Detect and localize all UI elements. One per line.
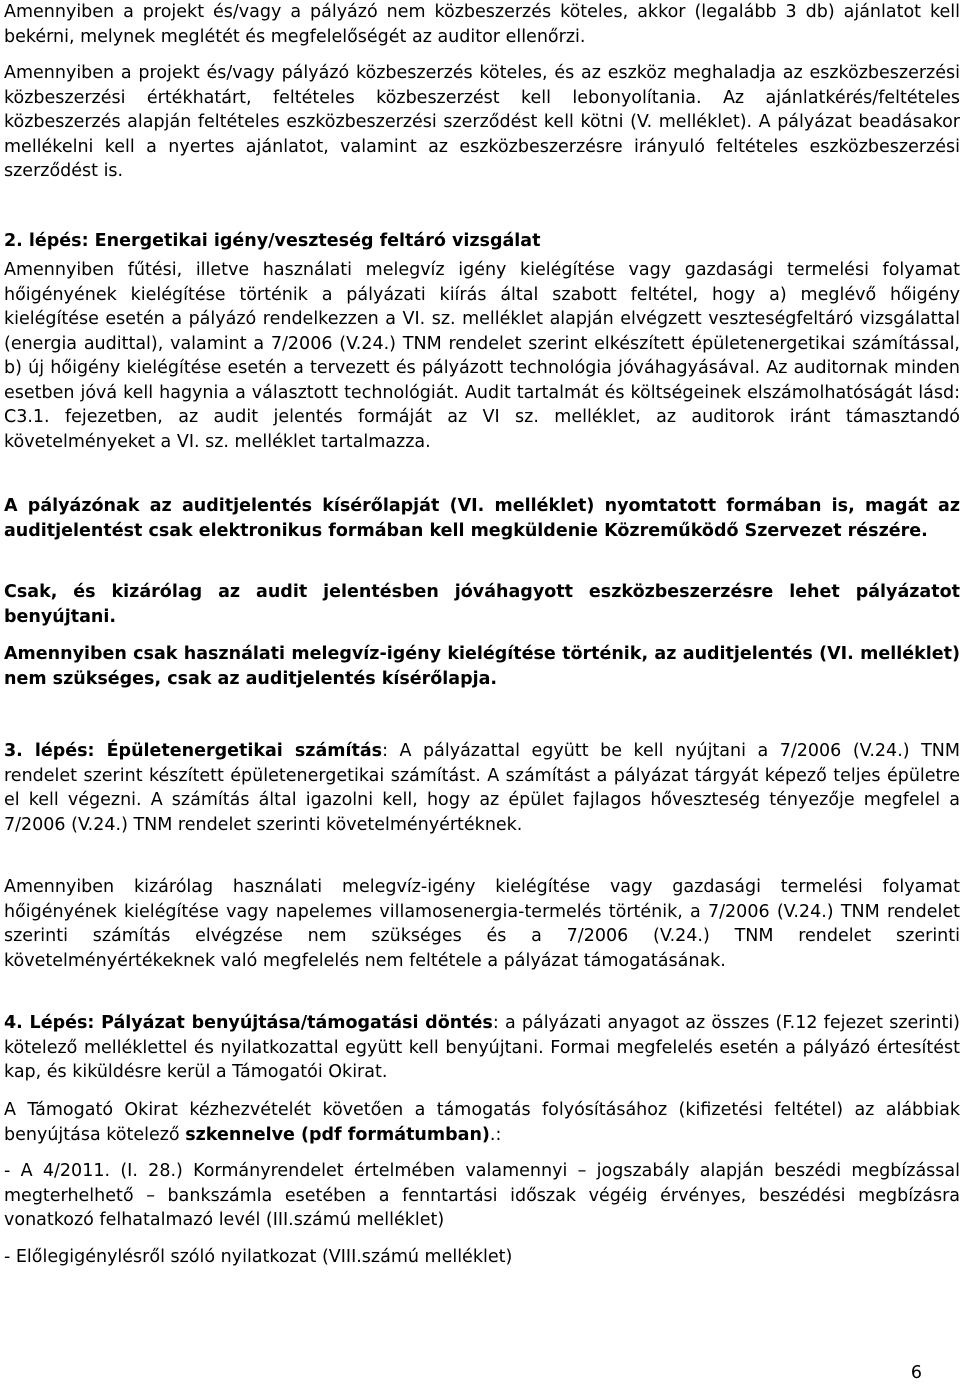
paragraph-hot-water-only: Amennyiben csak használati melegvíz-igény kielégítése történik, az auditjelentés (VI. melléklet) nem szükséges, csak az auditjelentés kísérőlapja.: [4, 644, 960, 689]
paragraph-grant-document: [4, 1098, 960, 1147]
paragraph-approved-equipment: Csak, és kizárólag az audit jelentésben jóváhagyott eszközbeszerzésre lehet pályázatot benyújtani.: [4, 582, 960, 627]
list-item-advance-declaration: - Előlegigénylésről szóló nyilatkozat (VIII.számú melléklet): [4, 1247, 513, 1267]
step4-heading: 4. Lépés: Pályázat benyújtása/támogatási döntés: [4, 1013, 493, 1033]
step4-paragraph: [4, 1011, 960, 1085]
step4-text: : a pályázati anyagot az összes (F.12 fejezet szerinti) kötelező melléklettel és nyilatkozattal együtt kell benyújtani. Formai megfelelés esetén a pályázó értesítést kap, és kiküldésre kerül a Támogatói Okirat.: [4, 1013, 960, 1082]
grant-document-text: A Támogató Okirat kézhezvételét követően a támogatás folyósításához (kifizetési feltétel) az alábbiak benyújtása kötelező: [4, 1100, 960, 1145]
grant-document-end: .:: [489, 1124, 502, 1145]
step3-heading: 3. lépés: Épületenergetikai számítás: [4, 741, 383, 761]
paragraph-tender-offers: Amennyiben a projekt és/vagy a pályázó nem közbeszerzés köteles, akkor (legalább 3 db) ajánlatot kell bekérni, melynek meglétét és megfelelőségét az auditor ellenőrzi.: [4, 2, 960, 47]
step2-heading: 2. lépés: Energetikai igény/veszteség feltáró vizsgálat: [4, 231, 541, 251]
paragraph-audit-cover-sheet: A pályázónak az auditjelentés kísérőlapját (VI. melléklet) nyomtatott formában is, magát az auditjelentést csak elektronikus formában kell megküldenie Közreműködő Szervezet részére.: [4, 496, 960, 541]
page-number: 6: [910, 1363, 922, 1383]
paragraph-exemption: Amennyiben kizárólag használati melegvíz-igény kielégítése vagy gazdasági termelési folyamat hőigényének kielégítése vagy napelemes villamosenergia-termelés történik, a 7/2006 (V.24.) TNM rendelet szerinti számítás elvégzése nem szükséges és a 7/2006 (V.24.) TNM rendelet szerinti követelményértékeknek való megfelelés nem feltétele a pályázat támogatásának.: [4, 877, 960, 971]
paragraph-energy-audit: Amennyiben fűtési, illetve használati melegvíz igény kielégítése vagy gazdasági termelési folyamat hőigényének kielégítése történik a pályázati kiírás által szabott feltétel, hogy a) meglévő hőigény kielégítése esetén a pályázó rendelkezzen a VI. sz. melléklet alapján elvégzett veszteségfeltáró vizsgálattal (energia audittal), valamint a 7/2006 (V.24.) TNM rendelet szerint elkészített épületenergetikai számítással, b) új hőigény kielégítése esetén a tervezett és pályázott technológia jóváhagyásával. Az auditornak minden esetben jóvá kell hagynia a választott technológiát. Audit tartalmát és költségeinek elszámolhatóságát lásd: C3.1. fejezetben, az audit jelentés formáját az VI sz. melléklet, az auditorok iránt támasztandó követelményeket a VI. sz. melléklet tartalmazza.: [4, 260, 960, 452]
step3-paragraph: [4, 739, 960, 837]
scanned-pdf-note: szkennelve (pdf formátumban): [185, 1124, 490, 1145]
list-item-authorization-letter: - A 4/2011. (I. 28.) Kormányrendelet értelmében valamennyi – jogszabály alapján beszédi megbízással megterhelhető – bankszámla esetében a fenntartási időszak végéig érvényes, beszédési megbízásra vonatkozó felhatalmazó levél (III.számú melléklet): [4, 1161, 960, 1230]
paragraph-public-procurement: Amennyiben a projekt és/vagy pályázó közbeszerzés köteles, és az eszköz meghaladja az eszközbeszerzési közbeszerzési értékhatárt, feltételes közbeszerzést kell lebonyolítania. Az ajánlatkérés/feltételes közbeszerzés alapján feltételes eszközbeszerzési szerződést kell kötni (V. melléklet). A pályázat beadásakor mellékelni kell a nyertes ajánlatot, valamint az eszközbeszerzésre irányuló feltételes eszközbeszerzési szerződést is.: [4, 63, 960, 181]
step3-text: : A pályázattal együtt be kell nyújtani a 7/2006 (V.24.) TNM rendelet szerint készített épületenergetikai számítást. A számítást a pályázat tárgyát képező teljes épületre el kell végezni. A számítás által igazolni kell, hogy az épület fajlagos hőveszteség tényezője megfelel a 7/2006 (V.24.) TNM rendelet szerinti követelményértéknek.: [4, 741, 960, 835]
